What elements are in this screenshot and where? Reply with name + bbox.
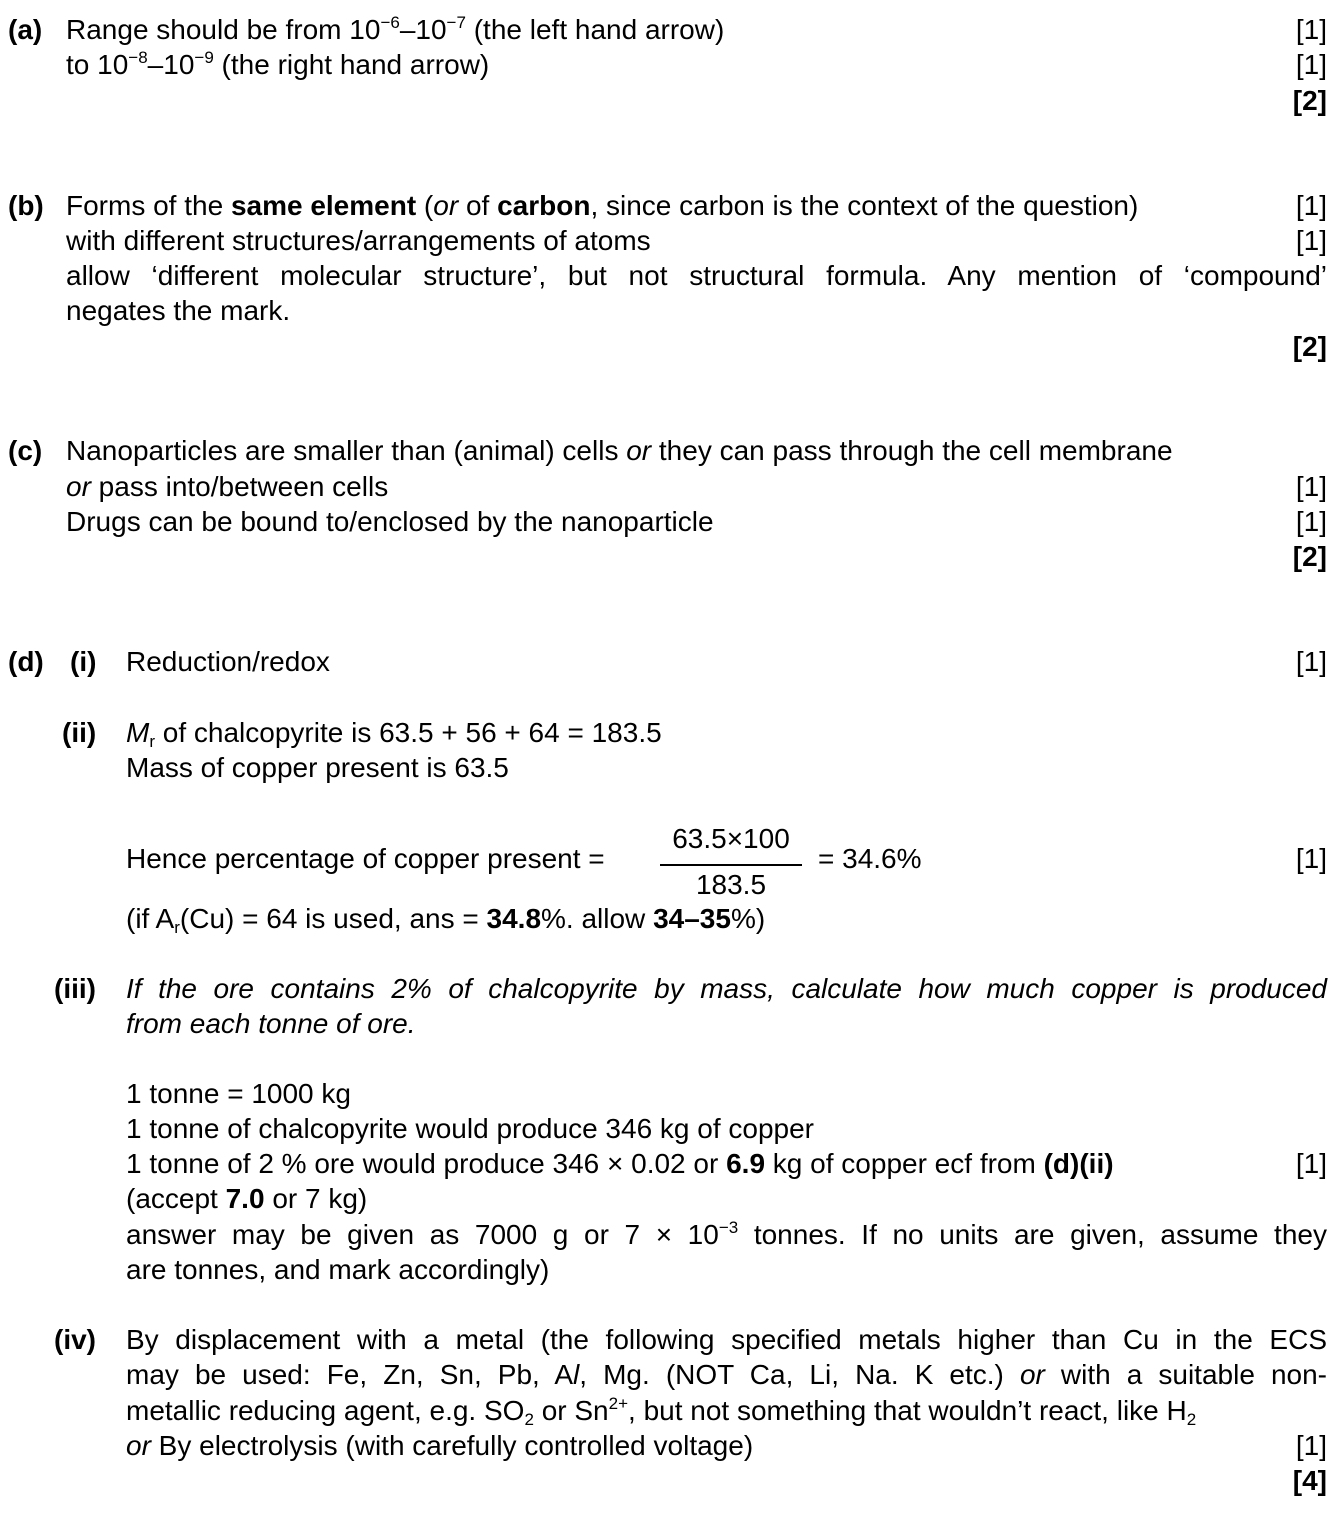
b-text-2: with different structures/arrangements of atoms [66,225,651,256]
d-ii-l4-sub: r [174,918,180,937]
fraction-denominator: 183.5 [695,869,767,900]
d-iii-text-3 [126,1147,1114,1181]
b-l1-bold-carbon: carbon [497,190,591,221]
d-i-label: (i) [70,646,97,677]
d-iv-l2-italic-l: l [573,1359,580,1390]
d-iii-text-6: are tonnes, and mark accordingly) [126,1254,550,1285]
b-text-3: allow ‘different molecular structure’, but not structural formula. Any mention of ‘compound’ [66,260,1327,291]
mark: [1] [1295,1148,1327,1179]
d-iii-l3-bold-6-9: 6.9 [726,1148,766,1179]
d-iv-l3-a: metallic reducing agent, e.g. SO [126,1395,525,1426]
b-l1-e: of [458,190,498,221]
c-l2-or: or [66,471,91,502]
d-ii-l4-d: %. allow [541,903,654,934]
c-l1-a: Nanoparticles are smaller than (animal) cells [66,435,627,466]
b-l1-a: Forms of the [66,190,231,221]
d-iv-line-2 [0,1358,1343,1392]
mark: [1] [1295,646,1327,677]
d-iv-line-4 [0,1429,1343,1463]
d-iii-question-1: If the ore contains 2% of chalcopyrite by mass, calculate how much copper is produced [126,973,1327,1004]
d-iii-text-5 [126,1218,1327,1252]
d-i-text: Reduction/redox [126,646,330,677]
mark: [1] [1295,190,1327,221]
d-ii-l4-f: %) [730,903,766,934]
total-mark: [2] [1292,541,1327,572]
d-iv-text-2 [126,1358,1327,1392]
part-b-label: (b) [8,190,44,221]
d-ii-line-2 [0,751,1343,785]
d-iii-l5-a: answer may be given as 7000 g or 7 × 10 [126,1219,719,1250]
b-text-1 [66,189,1138,223]
d-ii-text-3: Hence percentage of copper present = [126,843,605,874]
a-l2-post: (the right hand arrow) [213,49,490,80]
b-l1-bold-same-element: same element [230,190,417,221]
d-iii-question-2: from each tonne of ore. [126,1008,416,1039]
mark: [1] [1295,225,1327,256]
part-d-label: (d) [8,646,44,677]
a-range-text [66,13,724,47]
d-ii-l4-a: (if A [126,903,175,934]
c-l1-or: or [626,435,652,466]
d-iii-line-6 [0,1182,1343,1216]
a-range-text-2 [66,48,489,82]
b-l1-or: or [433,190,459,221]
d-iii-l5-exp: −3 [718,1218,739,1237]
d-iv-text-4 [126,1429,753,1463]
d-iii-l4-bold-7-0: 7.0 [225,1183,265,1214]
d-iv-l3-sup: 2+ [608,1394,629,1413]
d-iv-l3-c: , but not something that wouldn’t react, like H [628,1395,1187,1426]
d-iii-line-8 [0,1253,1343,1287]
d-iii-label: (iii) [54,973,96,1004]
a-line-2 [0,48,1343,82]
d-ii-text-1 [126,716,662,750]
c-text-1 [66,434,1173,468]
d-iii-l3-a: 1 tonne of 2 % ore would produce 346 × 0.02 or [126,1148,727,1179]
a-l2-exp1: −8 [128,48,148,67]
mark: [1] [1295,1430,1327,1461]
a-l1-exp1: −6 [380,13,400,32]
d-iii-l5-b: tonnes. If no units are given, assume they [738,1219,1327,1250]
d-ii-text-4 [126,902,765,936]
d-iii-text-4 [126,1182,367,1216]
c-total-line [0,540,1343,574]
d-iv-l3-sub2: 2 [1186,1410,1197,1429]
d-ii-mr-m: M [126,717,150,748]
d-ii-label: (ii) [62,717,97,748]
a-l2-dash: –10 [147,49,195,80]
total-mark: [4] [1292,1465,1327,1496]
d-iii-line-5 [0,1147,1343,1181]
part-c-label: (c) [8,435,43,466]
mark: [1] [1295,14,1327,45]
d-iv-l2-c: with a suitable non- [1044,1359,1327,1390]
d-iv-l2-a: may be used: Fe, Zn, Sn, Pb, A [126,1359,574,1390]
d-ii-line-1 [0,716,1343,750]
c-l1-c: they can pass through the cell membrane [651,435,1173,466]
d-iii-text-2: 1 tonne of chalcopyrite would produce 346 kg of copper [126,1113,815,1144]
b-line-4 [0,294,1343,328]
a-l1-dash: –10 [399,14,447,45]
total-mark: [2] [1292,85,1327,116]
d-ii-result: = 34.6% [818,843,922,874]
b-line-2 [0,224,1343,258]
b-l1-g: , since carbon is the context of the question) [590,190,1139,221]
percentage-fraction [660,822,802,906]
d-iv-text-1: By displacement with a metal (the following specified metals higher than Cu in the ECS [126,1324,1327,1355]
d-ii-mr-sub: r [149,732,155,751]
d-iii-line-7 [0,1218,1343,1252]
d-iv-l3-b: or Sn [533,1395,609,1426]
d-iii-line-2 [0,1007,1343,1041]
c-line-1 [0,434,1343,468]
d-ii-l4-b: (Cu) = 64 is used, ans = [179,903,487,934]
mark: [1] [1295,471,1327,502]
d-ii-l1-rest: of chalcopyrite is 63.5 + 56 + 64 = 183.5 [155,717,662,748]
b-total-line [0,330,1343,364]
c-line-3 [0,505,1343,539]
d-iii-l3-bold-ref: (d)(ii) [1043,1148,1114,1179]
c-text-3: Drugs can be bound to/enclosed by the nanoparticle [66,506,714,537]
d-iv-line-1 [0,1323,1343,1357]
a-l1-pre: Range should be from 10 [66,14,381,45]
d-iv-l2-or: or [1019,1359,1045,1390]
b-l1-c: ( [416,190,434,221]
d-iv-l4-or: or [126,1430,151,1461]
d-ii-l4-bold-range: 34–35 [653,903,731,934]
b-line-1 [0,189,1343,223]
c-line-2 [0,470,1343,504]
a-total-line [0,84,1343,118]
mark: [1] [1295,506,1327,537]
d-iii-line-1 [0,972,1343,1006]
mark: [1] [1295,49,1327,80]
d-iii-l4-a: (accept [126,1183,226,1214]
b-text-4: negates the mark. [66,295,291,326]
a-l1-exp2: −7 [446,13,466,32]
a-line-1 [0,13,1343,47]
a-l1-post: (the left hand arrow) [465,14,725,45]
d-ii-line-4 [0,902,1343,936]
d-iv-text-3 [126,1394,1196,1428]
part-a-label: (a) [8,14,43,45]
mark: [1] [1295,843,1327,874]
fraction-bar [660,864,802,866]
a-l2-exp2: −9 [194,48,214,67]
d-iii-line-4 [0,1112,1343,1146]
d-ii-l4-bold-34-8: 34.8 [486,903,542,934]
fraction-numerator: 63.5×100 [672,823,790,854]
d-ii-text-2: Mass of copper present is 63.5 [126,752,509,783]
d-iv-l3-sub: 2 [524,1410,534,1429]
total-mark: [2] [1292,331,1327,362]
d-iii-text-1: 1 tonne = 1000 kg [126,1078,351,1109]
a-l2-pre: to 10 [66,49,129,80]
d-total-line [0,1464,1343,1498]
d-iii-l3-c: kg of copper ecf from [765,1148,1044,1179]
d-iv-line-3 [0,1394,1343,1428]
d-iii-l4-c: or 7 kg) [264,1183,368,1214]
d-iv-label: (iv) [54,1324,96,1355]
d-iv-l2-b: , Mg. (NOT Ca, Li, Na. K etc.) [579,1359,1020,1390]
d-i-line [0,645,1343,679]
b-line-3 [0,259,1343,293]
d-iv-l4-b: By electrolysis (with carefully controlled voltage) [150,1430,754,1461]
d-iii-line-3 [0,1077,1343,1111]
c-l2-b: pass into/between cells [90,471,389,502]
c-text-2 [66,470,388,504]
